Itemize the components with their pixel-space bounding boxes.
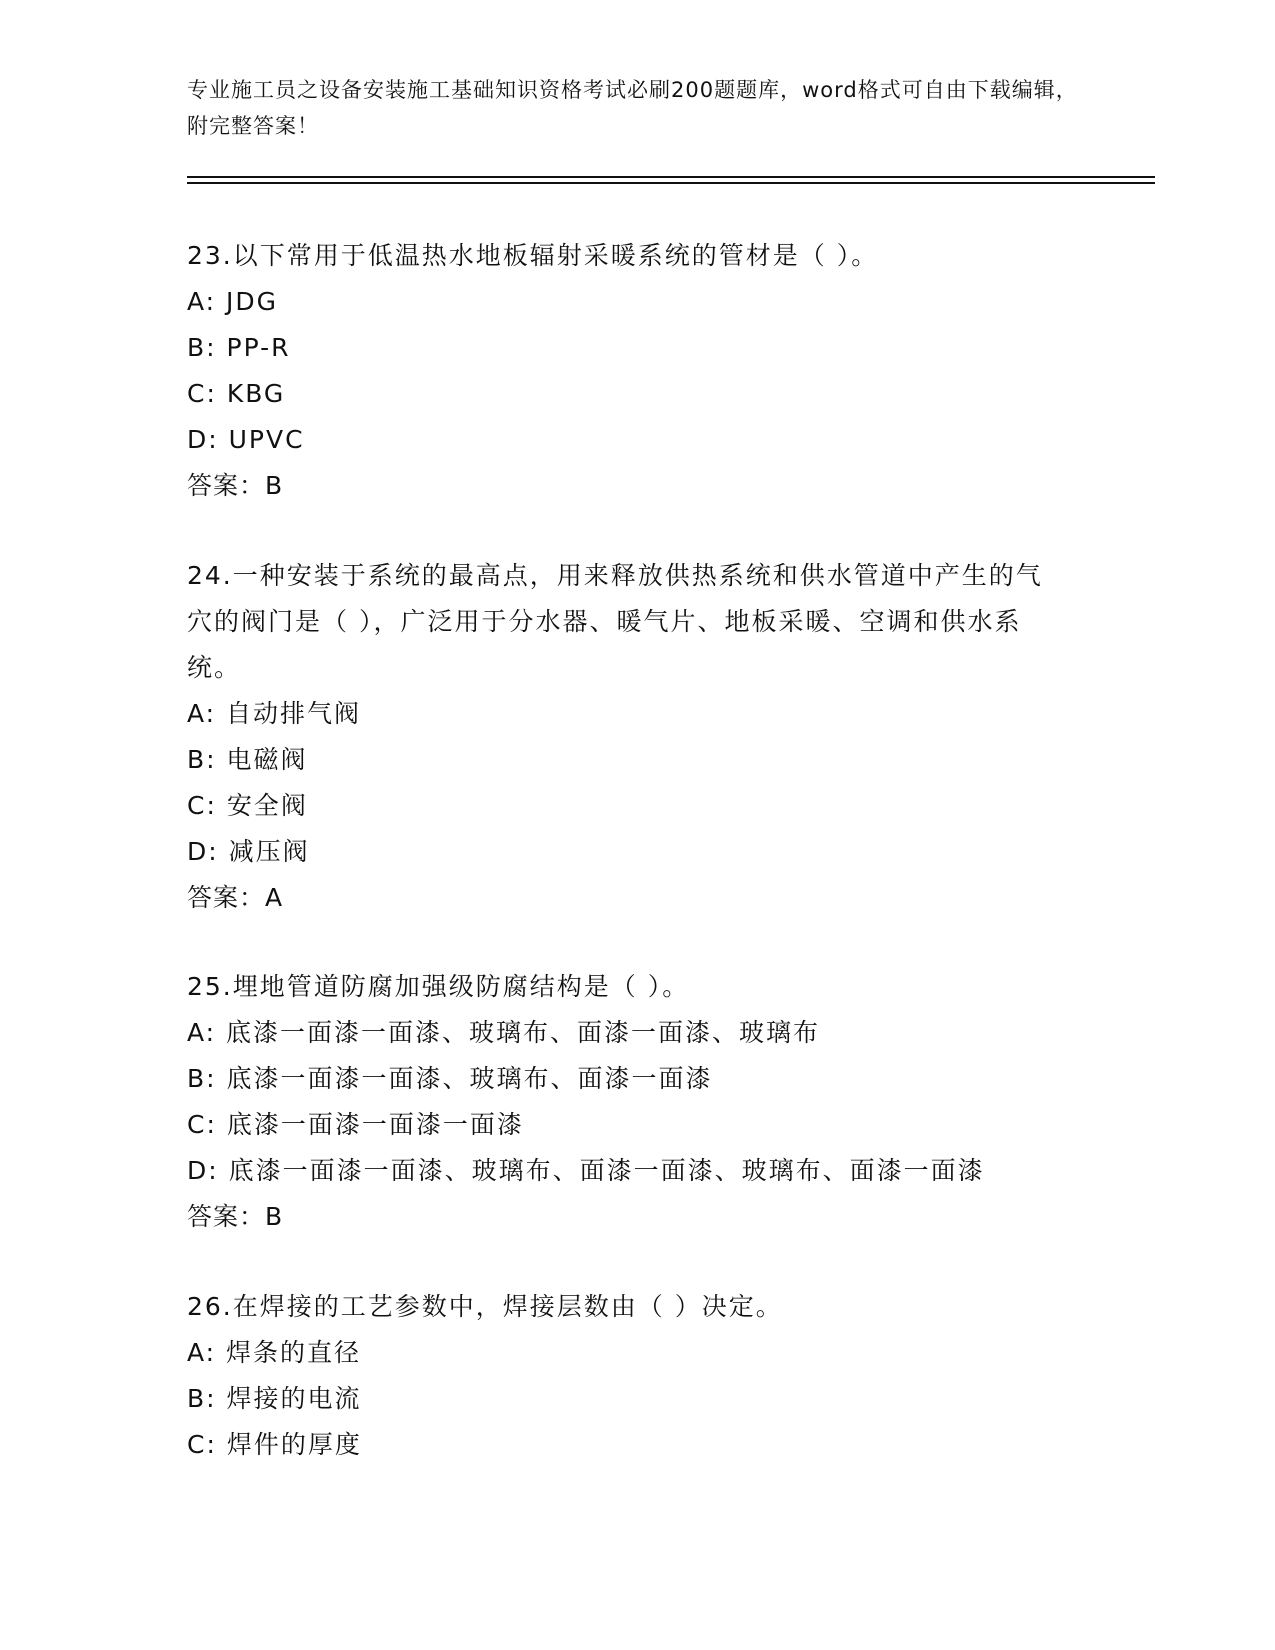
option-b: B: PP-R (187, 333, 291, 362)
option-d: D: 减压阀 (187, 837, 310, 866)
option-b: B: 焊接的电流 (187, 1384, 362, 1413)
option-a: A: JDG (187, 287, 279, 316)
answer-line: 答案：A (187, 883, 284, 912)
option-c: C: KBG (187, 379, 286, 408)
option-a: A: 底漆一面漆一面漆、玻璃布、面漆一面漆、玻璃布 (187, 1018, 821, 1047)
question-stem: 23.以下常用于低温热水地板辐射采暖系统的管材是（ ）。 (187, 241, 879, 270)
option-b: B: 底漆一面漆一面漆、玻璃布、面漆一面漆 (187, 1064, 713, 1093)
option-c: C: 安全阀 (187, 791, 308, 820)
option-b: B: 电磁阀 (187, 745, 308, 774)
question-24 (187, 553, 1087, 921)
option-c: C: 焊件的厚度 (187, 1430, 362, 1459)
option-a: A: 焊条的直径 (187, 1338, 362, 1367)
option-c: C: 底漆一面漆一面漆一面漆 (187, 1110, 524, 1139)
question-25 (187, 964, 1087, 1240)
question-stem: 26.在焊接的工艺参数中，焊接层数由（ ）决定。 (187, 1292, 783, 1321)
question-23 (187, 233, 1087, 509)
answer-line: 答案：B (187, 471, 284, 500)
option-d: D: 底漆一面漆一面漆、玻璃布、面漆一面漆、玻璃布、面漆一面漆 (187, 1156, 985, 1185)
header-divider-bottom (187, 182, 1155, 184)
option-a: A: 自动排气阀 (187, 699, 362, 728)
question-stem: 24.一种安装于系统的最高点，用来释放供热系统和供水管道中产生的气穴的阀门是（ ），广泛用于分水器、暖气片、地板采暖、空调和供水系统。 (187, 561, 1043, 682)
option-d: D: UPVC (187, 425, 305, 454)
document-header-title: 专业施工员之设备安装施工基础知识资格考试必刷200题题库，word格式可自由下载编辑，附完整答案！ (187, 78, 1078, 138)
header-divider-top (187, 176, 1155, 178)
question-26 (187, 1284, 1087, 1468)
answer-line: 答案：B (187, 1202, 284, 1231)
question-stem: 25.埋地管道防腐加强级防腐结构是（ ）。 (187, 972, 690, 1001)
